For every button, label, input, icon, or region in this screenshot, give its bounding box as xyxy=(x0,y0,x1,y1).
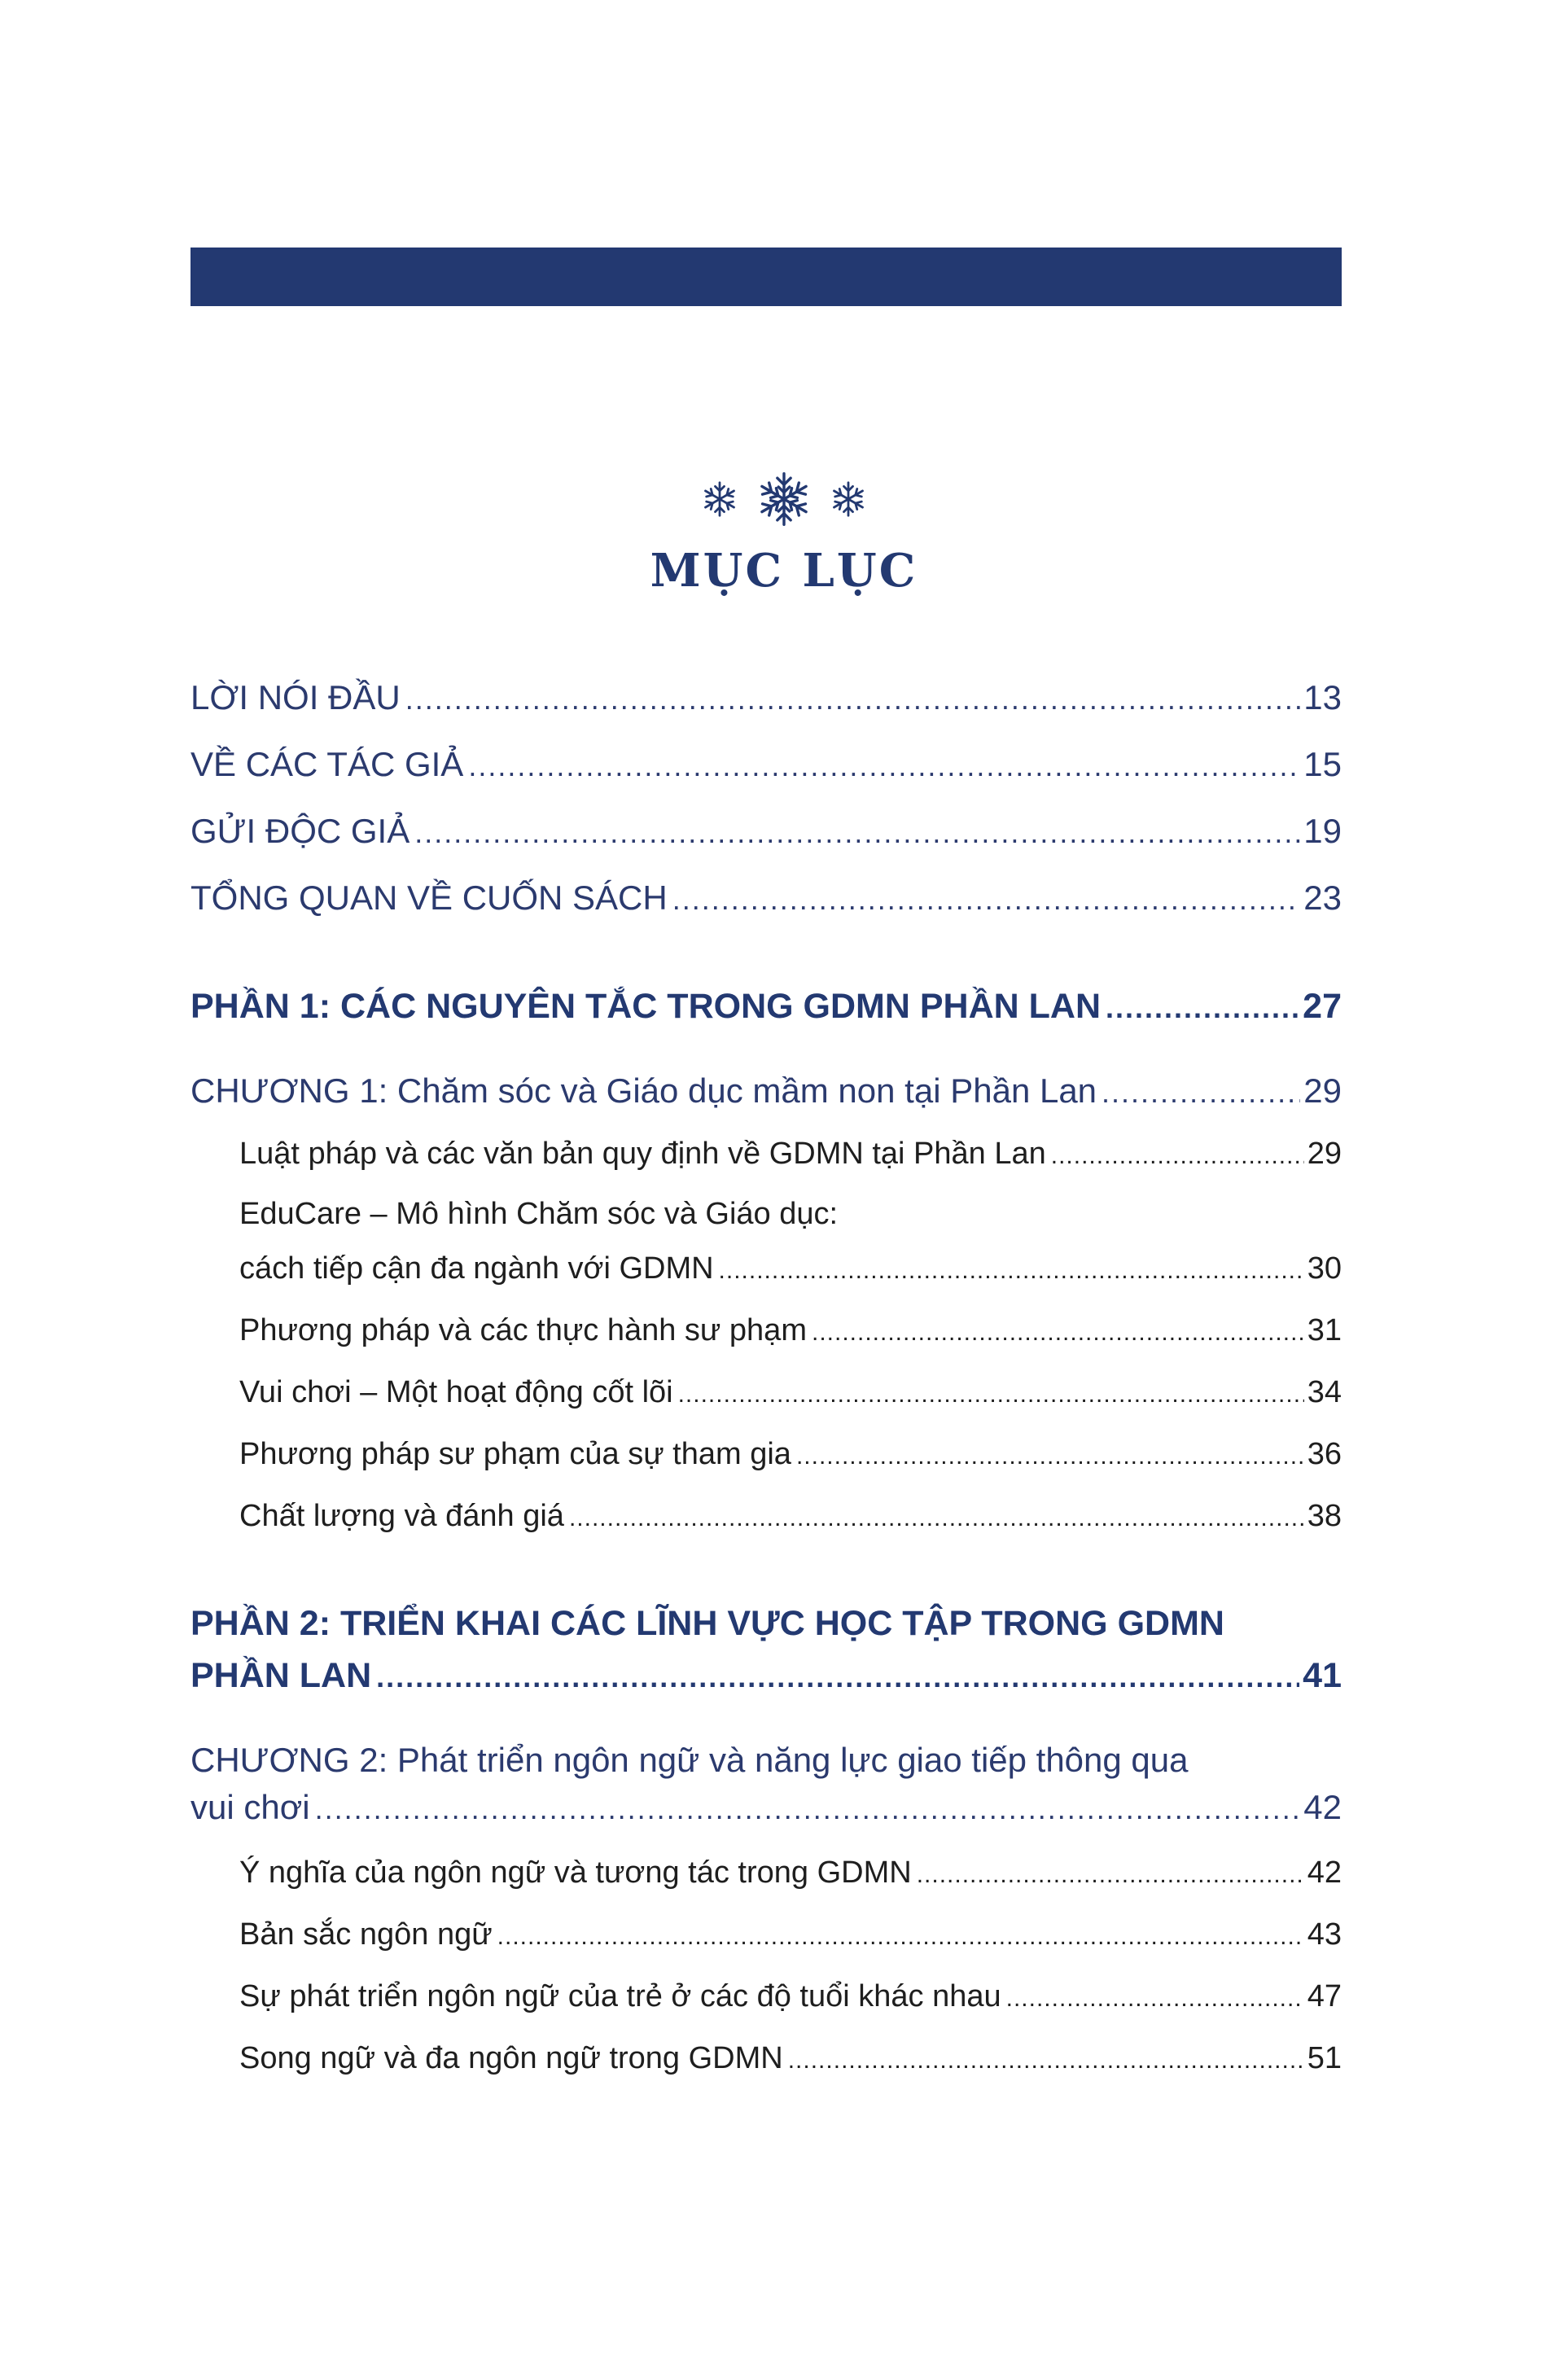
toc-section-label: Ý nghĩa của ngôn ngữ và tương tác trong GDMN xyxy=(239,1856,912,1890)
page-title: MỤC LỤC xyxy=(650,544,918,598)
toc-part-1[interactable] xyxy=(191,987,1342,1027)
toc-section-label: Sự phát triển ngôn ngữ của trẻ ở các độ tuổi khác nhau xyxy=(239,1979,1001,2013)
toc-entry-page: 19 xyxy=(1303,812,1342,850)
toc-section-label: Vui chơi – Một hoạt động cốt lõi xyxy=(239,1375,673,1409)
toc-section-page: 36 xyxy=(1307,1437,1342,1471)
toc-section[interactable] xyxy=(239,1856,1342,1891)
toc-part-2[interactable] xyxy=(191,1656,1342,1696)
toc-part-label: PHẦN LAN xyxy=(191,1656,372,1695)
toc-section-page: 38 xyxy=(1307,1499,1342,1533)
toc-chapter-page: 29 xyxy=(1303,1071,1342,1110)
toc-section-page: 42 xyxy=(1307,1856,1342,1890)
dot-leader xyxy=(1102,1076,1300,1110)
toc-chapter-1[interactable] xyxy=(191,1071,1342,1111)
toc-entry-preface[interactable] xyxy=(191,678,1342,717)
toc-chapter-label: CHƯƠNG 1: Chăm sóc và Giáo dục mầm non tại Phần Lan xyxy=(191,1071,1097,1110)
header-bar xyxy=(191,248,1342,306)
toc-section-page: 29 xyxy=(1307,1137,1342,1171)
toc-section[interactable] xyxy=(239,2041,1342,2076)
dot-leader xyxy=(812,1319,1304,1347)
toc-section-label: cách tiếp cận đa ngành với GDMN xyxy=(239,1251,714,1286)
dot-leader xyxy=(497,1923,1304,1951)
toc-section-page: 34 xyxy=(1307,1375,1342,1409)
toc-section[interactable] xyxy=(239,1313,1342,1348)
dot-leader xyxy=(405,682,1301,716)
snowflake-ornament xyxy=(0,462,1568,536)
toc-entry-label: TỔNG QUAN VỀ CUỐN SÁCH xyxy=(191,878,668,917)
toc-entry-about-authors[interactable] xyxy=(191,745,1342,784)
dot-leader xyxy=(672,883,1301,917)
toc-section-page: 31 xyxy=(1307,1313,1342,1347)
toc-section[interactable] xyxy=(239,1917,1342,1952)
dot-leader xyxy=(796,1443,1304,1470)
dot-leader xyxy=(376,1660,1299,1694)
dot-leader xyxy=(678,1381,1304,1409)
toc-entry-page: 15 xyxy=(1303,745,1342,783)
toc-section-label: Song ngữ và đa ngôn ngữ trong GDMN xyxy=(239,2041,783,2075)
dot-leader xyxy=(719,1257,1304,1285)
snowflake-small-icon xyxy=(701,480,738,518)
toc-section[interactable] xyxy=(239,1499,1342,1534)
toc-entry-to-readers[interactable] xyxy=(191,812,1342,851)
toc-part-label: PHẦN 1: CÁC NGUYÊN TẮC TRONG GDMN PHẦN LAN xyxy=(191,987,1101,1026)
toc-section[interactable] xyxy=(239,1251,1342,1286)
snowflake-small-icon xyxy=(830,480,867,518)
toc-part-page: 41 xyxy=(1303,1656,1342,1695)
snowflake-large-icon xyxy=(756,471,812,527)
toc-entry-page: 23 xyxy=(1303,878,1342,917)
toc-entry-label: GỬI ĐỘC GIẢ xyxy=(191,812,410,850)
toc-part-page: 27 xyxy=(1303,987,1342,1026)
toc-chapter-2[interactable] xyxy=(191,1788,1342,1827)
toc-section-label: Phương pháp sư phạm của sự tham gia xyxy=(239,1437,791,1471)
toc-entry-label: VỀ CÁC TÁC GIẢ xyxy=(191,745,464,783)
toc-section-label: Phương pháp và các thực hành sư phạm xyxy=(239,1313,807,1347)
toc-section[interactable] xyxy=(239,1137,1342,1172)
toc-section[interactable] xyxy=(239,1979,1342,2014)
dot-leader xyxy=(788,2047,1304,2075)
dot-leader xyxy=(468,749,1300,783)
toc-chapter-label: vui chơi xyxy=(191,1788,310,1826)
toc-part-2-line1[interactable]: PHẦN 2: TRIỂN KHAI CÁC LĨNH VỰC HỌC TẬP TRONG GDMN xyxy=(191,1604,1224,1643)
toc-section-label: Luật pháp và các văn bản quy định về GDMN tại Phần Lan xyxy=(239,1137,1046,1171)
dot-leader xyxy=(917,1861,1304,1889)
toc-section-label: Bản sắc ngôn ngữ xyxy=(239,1917,493,1952)
dot-leader xyxy=(1051,1142,1304,1170)
dot-leader xyxy=(414,816,1300,850)
toc-section-label: Chất lượng và đánh giá xyxy=(239,1499,564,1533)
toc-chapter-page: 42 xyxy=(1303,1788,1342,1826)
dot-leader xyxy=(315,1792,1301,1826)
toc-section-page: 30 xyxy=(1307,1251,1342,1286)
toc-entry-label: LỜI NÓI ĐẦU xyxy=(191,678,401,716)
toc-section[interactable] xyxy=(239,1437,1342,1472)
toc-section-page: 51 xyxy=(1307,2041,1342,2075)
toc-section[interactable] xyxy=(239,1375,1342,1410)
dot-leader xyxy=(1106,991,1299,1025)
dot-leader xyxy=(569,1505,1304,1532)
toc-section-page: 43 xyxy=(1307,1917,1342,1952)
toc-section-line1[interactable]: EduCare – Mô hình Chăm sóc và Giáo dục: xyxy=(239,1197,839,1231)
toc-section-page: 47 xyxy=(1307,1979,1342,2013)
toc-entry-page: 13 xyxy=(1303,678,1342,716)
toc-chapter-2-line1[interactable]: CHƯƠNG 2: Phát triển ngôn ngữ và năng lực giao tiếp thông qua xyxy=(191,1741,1189,1779)
dot-leader xyxy=(1006,1985,1304,2013)
toc-entry-overview[interactable] xyxy=(191,878,1342,918)
